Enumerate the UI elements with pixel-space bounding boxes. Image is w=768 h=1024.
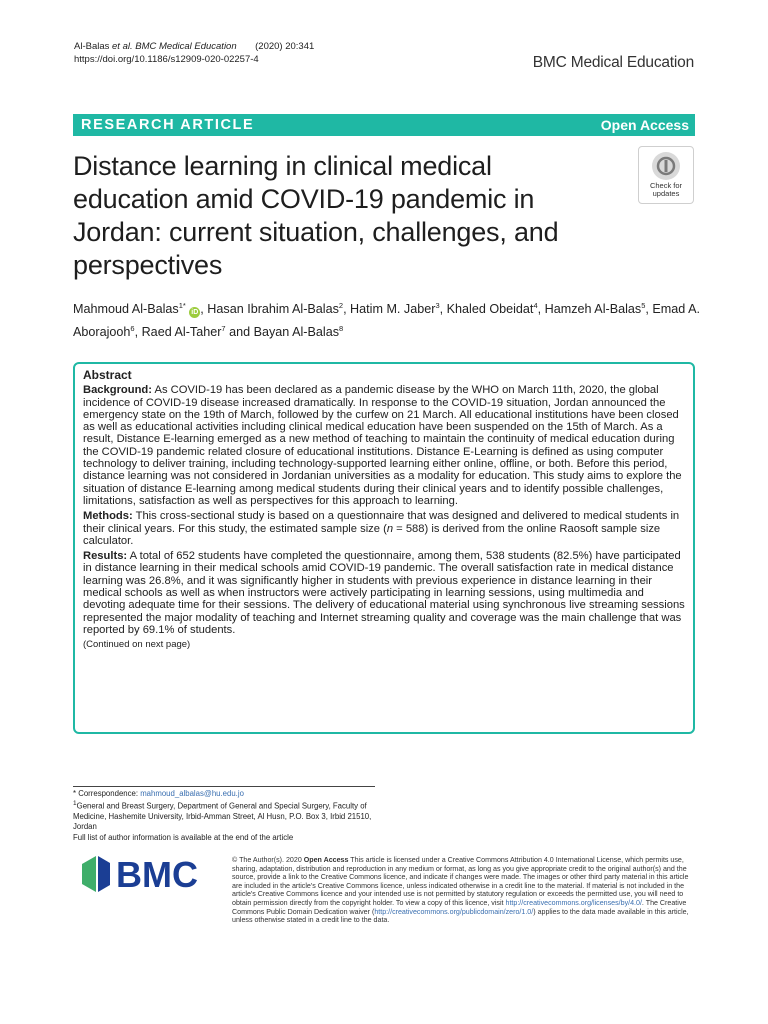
author-name[interactable]: , Emad A. Aborajooh (73, 302, 700, 340)
citation-authors: Al-Balas (74, 41, 110, 52)
license-open-access: Open Access (303, 856, 349, 864)
abstract-box (73, 362, 695, 734)
author-affiliation: 2 (338, 301, 344, 310)
correspondence-email-link[interactable]: mahmoud_albalas@hu.edu.jo (140, 789, 244, 798)
check-updates-icon (652, 152, 680, 180)
author-affiliation: 8 (339, 324, 344, 334)
bmc-logo-mark (82, 856, 214, 892)
check-updates-line1: Check for (649, 181, 683, 190)
abstract-methods (83, 510, 685, 547)
license-link-cc0[interactable]: http://creativecommons.org/publicdomain/zero/1.0/ (374, 907, 534, 916)
citation-journal: et al. BMC Medical Education (112, 41, 237, 52)
background-label: Background: (83, 384, 152, 397)
article-title: Distance learning in clinical medical education amid COVID-19 pandemic in Jordan: current situation, challenges, and perspectives (73, 151, 559, 280)
license-part4: ) applies to the data made available in this article, unless otherwise stated in a credit line to the data. (232, 907, 689, 925)
methods-text-2: = 588) is derived from the online Raosoft sample size calculator. (83, 522, 661, 547)
abstract-background (83, 384, 685, 507)
methods-n: n (386, 522, 394, 535)
author-name[interactable]: and Bayan Al-Balas (225, 325, 339, 340)
license-part3: . The Creative Commons Public Domain Dedication waiver ( (232, 898, 687, 916)
background-text: As COVID-19 has been declared as a pandemic disease by the WHO on March 11th, 2020, the global incidence of COVID-19 disease increased dramatically. In response to the COVID-19 situation, Jordan announced the emergency state on the 19th of March, followed by the curfew on 21 March. All educational institutions have been closed as well as educational activities including clinical medical education have been suspended on the 15th of March. As a result, Distance E-learning emerged as a new method of teaching to maintain the continuity of medical education during the COVID-19 pandemic related closure of educational institutions. Distance E-Learning is defined as using computer technology to deliver training, including technology-supported learning either online, offline, or both. Before this period, distance learning was not considered in Jordanian universities as a modality for education. This study aims to explore the situation of distance E-learning among medical students during their clinical years and to identify possible challenges, limitations, satisfaction as well as perspectives for this approach to learning. (83, 384, 682, 507)
license-part2: This article is licensed under a Creative Commons Attribution 4.0 International License, which permits use, sharing, adaptation, distribution and reproduction in any medium or format, as long as you give appropriate credit to the original author(s) and the source, provide a link to the Creative Commons licence, and indicate if changes were made. The images or other third party material in this article are included in the article's Creative Commons licence, unless indicated otherwise in a credit line to the material. If material is not included in the article's Creative Commons licence and your intended use is not permitted by statutory regulation or exceeds the permitted use, you will need to obtain permission directly from the copyright holder. To view a copy of this licence, visit (232, 856, 689, 907)
author-name[interactable]: , Hamzeh Al-Balas (537, 302, 642, 317)
results-text: A total of 652 students have completed the questionnaire, among them, 538 students (82.5%) have participated in distance learning in their medical schools amid COVID-19 pandemic. The overall satisfaction rate in medical distance learning was 26.8%, and it was significantly higher in students with previous experience in distance learning in their medical schools as well as when instructors were actively participating in learning sessions, using multimedia and devoting adequate time for their sessions. The delivery of educational material using synchronous live streaming sessions represented the major modality of teaching and Internet streaming quality and coverage was the main challenge that was reported by 69.1% of students. (83, 550, 685, 636)
correspondence-line (73, 789, 375, 799)
license-link-cc-by[interactable]: http://creativecommons.org/licenses/by/4.0/ (505, 898, 642, 907)
article-type-label: RESEARCH ARTICLE (81, 117, 255, 133)
methods-label: Methods: (83, 510, 133, 523)
author-affiliation: 6 (130, 324, 135, 334)
doi-link[interactable]: https://doi.org/10.1186/s12909-020-02257-4 (74, 54, 259, 65)
author-affiliation: 3 (435, 301, 440, 310)
author-affiliation: 7 (221, 324, 226, 334)
abstract-results (83, 550, 685, 636)
citation-line (74, 40, 314, 53)
author-affiliation: 5 (641, 301, 646, 310)
continued-note: (Continued on next page) (83, 639, 191, 651)
affiliation-text (73, 799, 375, 832)
author-name[interactable]: , Raed Al-Taher (134, 325, 222, 340)
bmc-logo (82, 856, 214, 892)
check-for-updates-button[interactable] (638, 146, 694, 204)
license-statement (232, 856, 694, 925)
author-name[interactable]: Mahmoud Al-Balas (73, 302, 179, 317)
correspondence-label: * Correspondence: (73, 789, 141, 798)
orcid-icon[interactable]: iD (191, 309, 199, 317)
citation-header (74, 40, 314, 66)
citation-year: (2020) 20:341 (255, 41, 315, 52)
affiliation-body: General and Breast Surgery, Department of General and Special Surgery, Faculty of Medicine, Hashemite University, Irbid-Amman Street, Al Husn, P.O. Box 3, Irbid 21510, Jordan (73, 801, 372, 832)
author-name[interactable]: , Khaled Obeidat (439, 302, 534, 317)
article-type-banner (73, 114, 695, 136)
author-name[interactable]: , Hasan Ibrahim Al-Balas (200, 302, 339, 317)
check-updates-label (650, 182, 682, 198)
abstract-heading: Abstract (83, 368, 132, 382)
journal-name: BMC Medical Education (532, 54, 694, 71)
affiliation-number: 1 (73, 800, 77, 808)
author-affiliation: 1* (178, 301, 186, 310)
results-label: Results: (83, 550, 128, 563)
check-updates-line2: updates (652, 189, 680, 198)
author-list (73, 296, 713, 342)
correspondence-footnote (73, 786, 375, 843)
author-name[interactable]: , Hatim M. Jaber (343, 302, 436, 317)
author-info-note: Full list of author information is available at the end of the article (73, 832, 294, 842)
bmc-logo-text: BMC (116, 856, 198, 892)
author-affiliation: 4 (533, 301, 538, 310)
open-access-label: Open Access (600, 117, 689, 133)
methods-text: This cross-sectional study is based on a questionnaire that was designed and delivered to medical students in their clinical years. For this study, the estimated sample size ( (83, 510, 680, 535)
license-part1: © The Author(s). 2020 (232, 856, 304, 864)
